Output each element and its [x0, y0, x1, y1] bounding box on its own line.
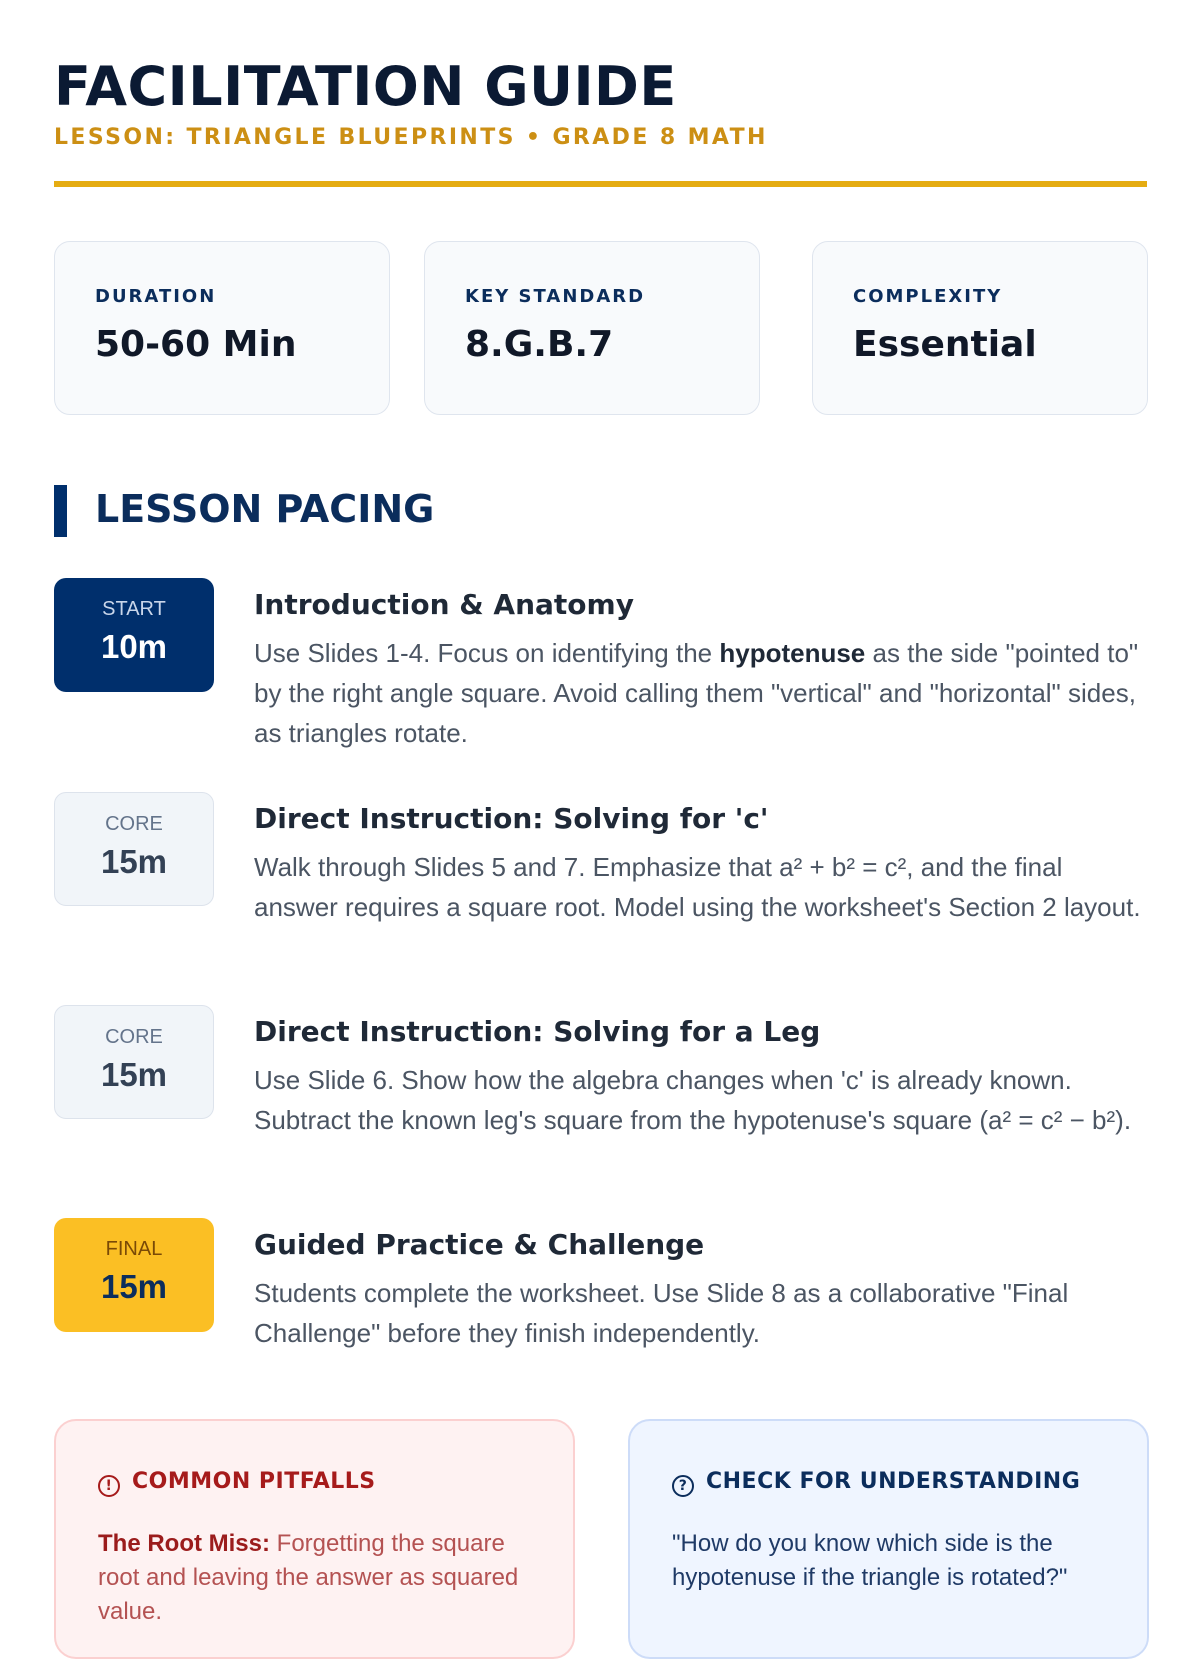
check-for-understanding-card	[628, 1419, 1149, 1659]
card-text: "How do you know which side is the hypotenuse if the triangle is rotated?"	[672, 1530, 1068, 1591]
stat-label: KEY STANDARD	[465, 286, 646, 307]
stat-value: Essential	[853, 324, 1037, 365]
badge-label: CORE	[105, 813, 163, 835]
pacing-item-text: Students complete the worksheet. Use Slide 8 as a collaborative "Final Challenge" before they finish independently.	[254, 1278, 1069, 1348]
badge-time: 15m	[100, 843, 168, 880]
stat-card-complexity	[812, 241, 1148, 415]
pacing-item-text: Walk through Slides 5 and 7. Emphasize that a² + b² = c², and the final answer requires a square root. Model using the worksheet's Section 2 layout.	[254, 852, 1141, 922]
pacing-item-title: Introduction & Anatomy	[254, 588, 634, 621]
pacing-item-title: Direct Instruction: Solving for 'c'	[254, 802, 769, 835]
time-badge-final	[54, 1218, 214, 1332]
pacing-item-text	[254, 633, 1144, 753]
card-title: COMMON PITFALLS	[132, 1469, 376, 1494]
badge-time: 15m	[100, 1268, 168, 1305]
pacing-item-title: Direct Instruction: Solving for a Leg	[254, 1015, 821, 1048]
alert-circle-icon: !	[98, 1475, 120, 1497]
stats-row	[54, 241, 1148, 417]
pitfall-lead: The Root Miss:	[98, 1530, 270, 1557]
stat-card-key-standard	[424, 241, 760, 415]
badge-time: 15m	[100, 1056, 168, 1093]
stat-label: DURATION	[95, 286, 217, 307]
pitfall-text: Forgetting the square root and leaving the answer as squared value.	[98, 1530, 519, 1625]
stat-label: COMPLEXITY	[853, 286, 1003, 307]
section-accent-bar	[54, 485, 67, 537]
time-badge-core	[54, 792, 214, 906]
stat-value: 8.G.B.7	[465, 324, 614, 365]
emphasis-term: hypotenuse	[719, 638, 866, 668]
pacing-item-text: Use Slide 6. Show how the algebra changes when 'c' is already known. Subtract the known leg's square from the hypotenuse's square (a² = c² − b²).	[254, 1065, 1132, 1135]
card-heading	[672, 1469, 1080, 1497]
text-segment: as the side "pointed to" by the right angle square. Avoid calling them "vertical" and "horizontal" sides, as triangles rotate.	[254, 638, 1139, 748]
stat-card-duration	[54, 241, 390, 415]
badge-time: 10m	[100, 628, 168, 665]
header-divider	[54, 181, 1147, 187]
stat-value: 50-60 Min	[95, 324, 297, 365]
card-heading	[98, 1469, 376, 1497]
page-header	[54, 55, 1147, 153]
badge-label: CORE	[105, 1026, 163, 1048]
question-circle-icon: ?	[672, 1475, 694, 1497]
lesson-subtitle: LESSON: TRIANGLE BLUEPRINTS • GRADE 8 MATH	[54, 125, 768, 150]
card-text	[98, 1527, 538, 1629]
time-badge-start	[54, 578, 214, 692]
card-title: CHECK FOR UNDERSTANDING	[706, 1469, 1081, 1494]
section-title: LESSON PACING	[95, 487, 435, 531]
page-title: FACILITATION GUIDE	[54, 55, 677, 118]
badge-label: FINAL	[105, 1238, 163, 1260]
text-segment: Use Slides 1-4. Focus on identifying the	[254, 638, 720, 668]
pacing-item-title: Guided Practice & Challenge	[254, 1228, 705, 1261]
badge-label: START	[102, 598, 166, 620]
time-badge-core	[54, 1005, 214, 1119]
common-pitfalls-card	[54, 1419, 575, 1659]
